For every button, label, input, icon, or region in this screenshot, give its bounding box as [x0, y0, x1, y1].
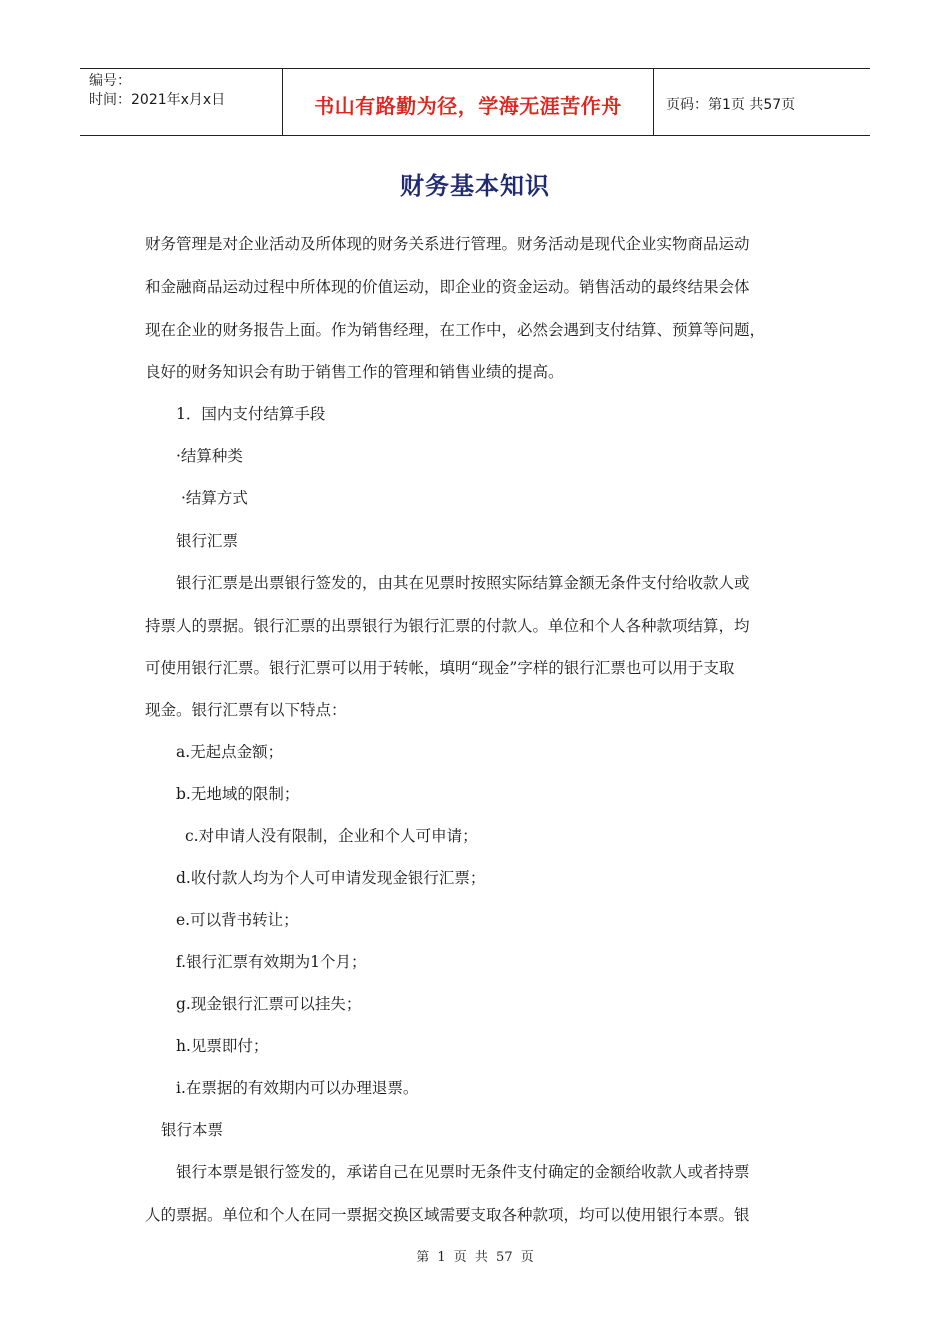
feature-item: d.收付款人均为个人可申请发现金银行汇票；: [176, 869, 486, 887]
document-title: 财务基本知识: [400, 171, 550, 200]
feature-item: c.对申请人没有限制，企业和个人可申请；: [185, 827, 478, 845]
serial-label: 编号：: [89, 73, 131, 89]
paragraph-line: 持票人的票据。银行汇票的出票银行为银行汇票的付款人。单位和个人各种款项结算，均: [145, 617, 750, 635]
feature-item: b.无地域的限制；: [176, 785, 300, 803]
feature-item: f.银行汇票有效期为1个月；: [176, 953, 367, 971]
motto-text: 书山有路勤为径，学海无涯苦作舟: [314, 93, 622, 118]
header-motto-cell: [282, 69, 654, 135]
page-footer: 第 1 页 共 57 页: [416, 1250, 534, 1265]
paragraph-line: 现金。银行汇票有以下特点：: [145, 701, 347, 719]
feature-item: i.在票据的有效期内可以办理退票。: [176, 1079, 419, 1097]
header-table: [80, 68, 870, 136]
subsection-heading: 银行汇票: [176, 532, 239, 550]
paragraph-line: 人的票据。单位和个人在同一票据交换区域需要支取各种款项，均可以使用银行本票。银: [145, 1206, 750, 1224]
header-page-cell: [654, 69, 870, 135]
feature-item: e.可以背书转让；: [176, 911, 299, 929]
paragraph-line: 良好的财务知识会有助于销售工作的管理和销售业绩的提高。: [145, 363, 564, 381]
paragraph-line: 财务管理是对企业活动及所体现的财务关系进行管理。财务活动是现代企业实物商品运动: [145, 235, 750, 253]
paragraph-line: 银行汇票是出票银行签发的，由其在见票时按照实际结算金额无条件支付给收款人或: [176, 574, 750, 592]
page-info: 页码：第1页 共57页: [666, 97, 796, 113]
time-label: 时间：2021年x月x日: [89, 92, 226, 108]
list-item: ·结算方式: [181, 489, 248, 507]
paragraph-line: 和金融商品运动过程中所体现的价值运动，即企业的资金运动。销售活动的最终结果会体: [145, 278, 750, 296]
feature-item: g.现金银行汇票可以挂失；: [176, 995, 362, 1013]
paragraph-line: 可使用银行汇票。银行汇票可以用于转帐，填明“现金”字样的银行汇票也可以用于支取: [145, 659, 735, 677]
header-left-cell: [80, 69, 282, 135]
subsection-heading: 银行本票: [161, 1121, 224, 1139]
feature-item: a.无起点金额；: [176, 743, 284, 761]
list-item: ·结算种类: [176, 447, 243, 465]
paragraph-line: 现在企业的财务报告上面。作为销售经理，在工作中，必然会遇到支付结算、预算等问题，: [145, 321, 766, 339]
section-heading: 1．国内支付结算手段: [176, 405, 326, 423]
feature-item: h.见票即付；: [176, 1037, 269, 1055]
paragraph-line: 银行本票是银行签发的，承诺自己在见票时无条件支付确定的金额给收款人或者持票: [176, 1163, 750, 1181]
